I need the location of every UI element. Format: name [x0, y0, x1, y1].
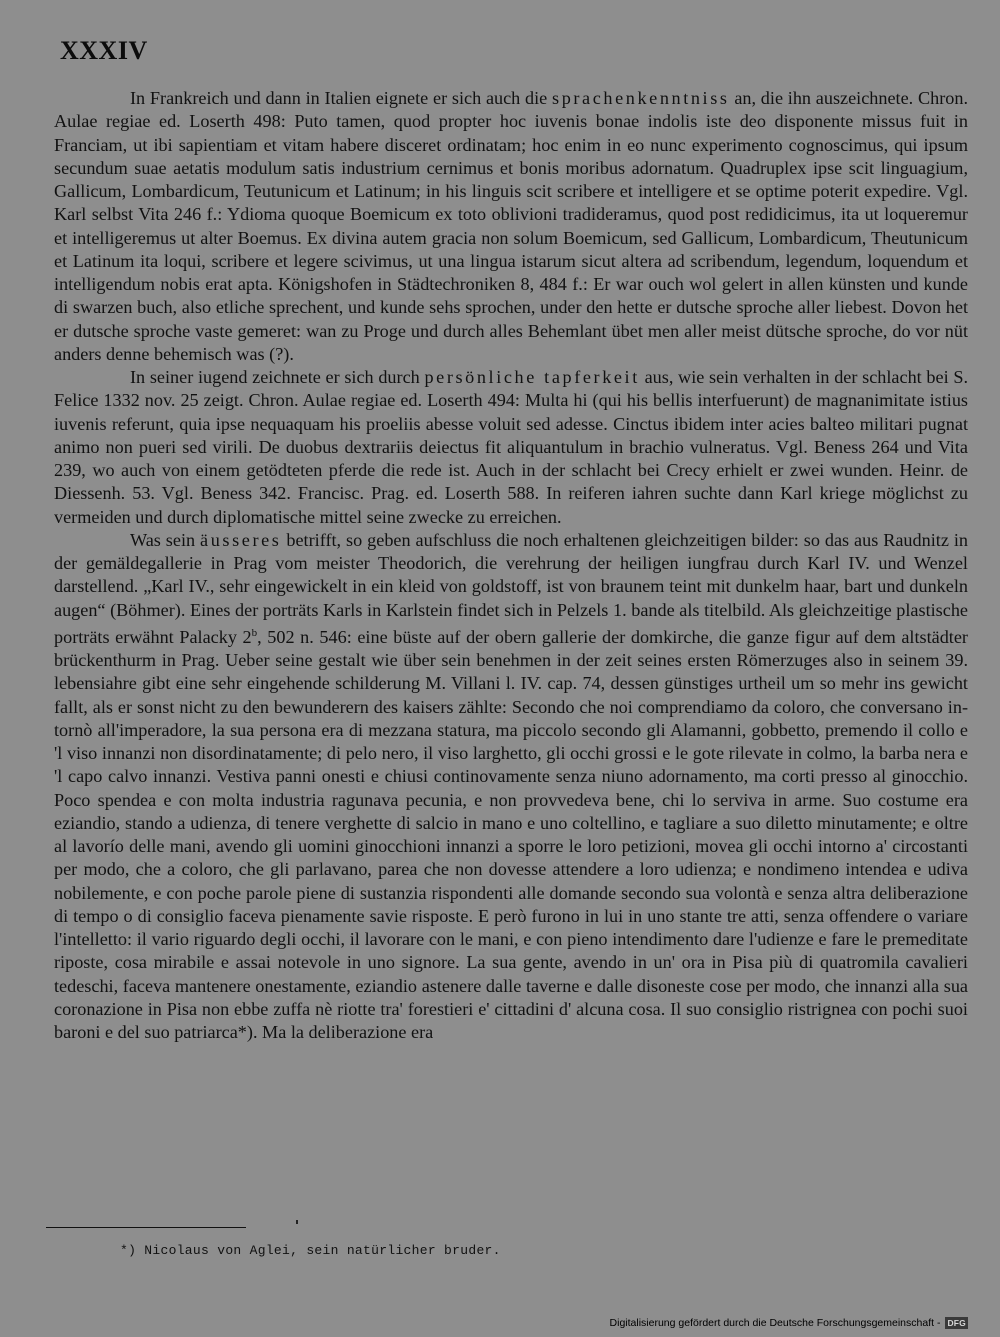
- text-run: Was sein: [130, 529, 201, 550]
- paragraph: [54, 366, 968, 529]
- text-run: In seiner iugend zeichnete er sich durch: [130, 367, 425, 387]
- text-run: betrifft, so geben aufschluss die noch erhaltenen gleichzeitigen bilder: so das aus Raudnitz in der gemäldegallerie in Prag vom meister Theodorich, die verehrung der heiligen iungfrau durch Karl IV. und Wenzel darstellend. „Karl IV., sehr eingewickelt in ein kleid von goldstoff, ist von braunem teint mit dunkelm haar, bart und dunkeln augen“ (Böhmer). Eines der porträts Karls in Karlstein findet sich in Pelzels 1. bande als titelbild. Als gleichzeitige plastische porträts erwähnt Palacky 2: [54, 529, 968, 647]
- emphasized-term: persönliche tapferkeit: [424, 367, 640, 387]
- superscript: b: [251, 626, 258, 639]
- text-run: an, die ihn auszeichnete. Chron. Aulae regiae ed. Loserth 498: Puto tamen, quod propter hoc iuvenis bonae indolis iste deo disponente missus fuit in Franciam, ut ibi sapientiam et vitam habere disceret ordinatam; hoc enim in eo nunc experimento cognoscimus, qui ipsum secundum suae aetatis modulum satis industrium cernimus et bonis moribus adornatum. Quadruplex ipse scit linguagium, Gallicum, Lombardicum, Teutunicum et Latinum; in his linguis scit scribere et intelligere et se optime poterit expedire. Vgl. Karl selbst Vita 246 f.: Ydioma quoque Boemicum ex toto oblivioni tradideramus, quod post redidicimus, ita ut loqueremur et intelligeremus ut alter Boemus. Ex divina autem gracia non solum Boemicum, sed Gallicum, Lombardicum, Theutunicum et Latinum ita loqui, scribere et legere scivimus, ut una lingua istarum sicut altera ad scribendum, legendum, loquendum et intelligendum nobis erat apta. Königshofen in Städtechroniken 8, 484 f.: Er war ouch wol gelert in allen künsten und kunde di swarzen buch, also etliche sprechent, und kunde sehs sprochen, under den hette er dutsche sproche aller liebest. Dovon het er dutsche sproche vaste gemeret: wan zu Proge und durch alles Behemlant übet men aller meist dütsche sproche, do vor nüt anders denne behemisch was (?).: [54, 88, 968, 364]
- footnote: *) Nicolaus von Aglei, sein natürlicher bruder.: [120, 1243, 501, 1258]
- digitization-credit: [610, 1317, 968, 1329]
- paragraph: [54, 529, 968, 1045]
- text-run: , 502 n. 546: eine büste auf der obern gallerie der domkirche, die ganze figur auf dem altstädter brückenthurm in Prag. Ueber seine gestalt wie über sein benehmen in der zeit seines ersten Römerzuges also in seinem 39. lebensiahre gibt eine sehr eingehende schilderung M. Villani l. IV. cap. 74, dessen günstiges urtheil um so mehr ins gewicht fallt, als er sonst nicht zu den bewunderern des kaisers zählte: Secondo che noi comprendiamo da coloro, che conversano intornò all'imperadore, la sua persona era di mezzana statura, ma piccolo secondo gli Alamanni, gobbetto, premendo il collo e 'l viso innanzi non disordinatamente; di pelo nero, il viso larghetto, gli occhi grossi e le gote rilevate in colmo, la barba nera e 'l capo calvo innanzi. Vestiva panni onesti e chiusi continovamente senza niuno adornamento, ma corti presso al ginocchio. Poco spendea e con molta industria ragunava pecunia, e non provvedeva bene, chi lo serviva in arme. Suo costume era eziandio, stando a udienza, di tenere verghette di salcio in mano e uno coltellino, e tagliare a suo diletto minutamente; e oltre al lavorío delle mani, avendo gli uomini ginocchioni innanzi a sporre le loro petizioni, movea gli occhi intorno a' circostanti per modo, che a coloro, che gli parlavano, parea che non dovesse attendere a loro udienza; e nondimeno intendea e udiva nobilemente, e con poche parole piene di sustanzia rispondenti alle domande secondo sua volontà e senza altra deliberazione di tempo o di consiglio faceva pienamente savie risposte. E però furono in lui in uno stante tre atti, senza offendere o variare l'intelletto: il vario riguardo degli occhi, il lavorare con le mani, e con pieno intendimento dare l'udienze e fare le premeditate riposte, cosa mirabile e assai notevole in uno signore. La sua gente, avendo in un' ora in Pisa più di quatromila cavalieri tedeschi, faceva mantenere onestamente, eziandio astenere dalle taverne e dalle disoneste cose per modo, che innanzi alla sua coronazione in Pisa non ebbe zuffa nè riotte tra' forestieri e' cittadini d' alcuna cosa. Il suo consiglio ristrignea con pochi suoi baroni e del suo patriarca*). Ma la deliberazione era: [54, 626, 968, 1043]
- text-run: aus, wie sein verhalten in der schlacht bei S. Felice 1332 nov. 25 zeigt. Chron. Aulae regiae ed. Loserth 494: Multa hi (qui his bellis interfuerunt) de magnanimitate istius iuvenis referunt, quia ipse nequaquam his proeliis abesse voluit sed adesse. Cinctus ibidem inter acies balteo militari pugnat animo non pueri sed virili. De duobus dextrariis deiectus fit aliquantulum in brachio vulneratus. Vgl. Beness 264 und Vita 239, wo auch von einem getödteten pferde die rede ist. Auch in der schlacht bei Crecy erhielt er zwei wunden. Heinr. de Diessenh. 53. Vgl. Beness 342. Francisc. Prag. ed. Loserth 588. In reiferen iahren suchte dann Karl kriege möglichst zu vermeiden und durch diplomatische mittel seine zwecke zu erreichen.: [54, 367, 968, 527]
- main-text: [54, 87, 968, 1044]
- paragraph: [54, 87, 968, 366]
- digitization-credit-text: Digitalisierung gefördert durch die Deutsche Forschungsgemeinschaft -: [609, 1317, 941, 1329]
- print-speck: [296, 1220, 298, 1224]
- dfg-logo-icon: DFG: [947, 1318, 966, 1328]
- emphasized-term: äusseres: [200, 529, 282, 550]
- emphasized-term: sprachenkenntniss: [552, 88, 730, 108]
- text-run: In Frankreich und dann in Italien eignete er sich auch die: [130, 88, 553, 108]
- footnote-separator: [46, 1227, 246, 1228]
- page-number: XXXIV: [60, 36, 148, 65]
